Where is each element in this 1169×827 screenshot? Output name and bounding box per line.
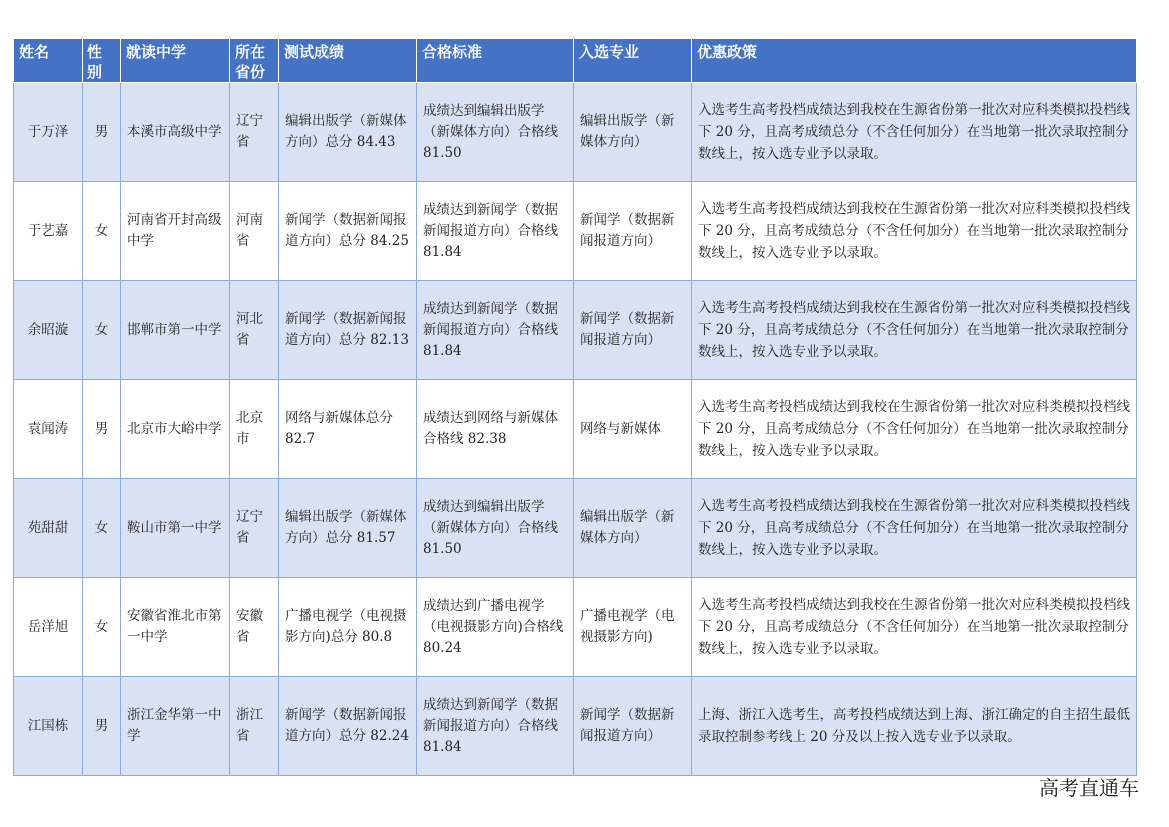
table-header <box>14 39 1137 83</box>
cell-score: 新闻学（数据新闻报道方向）总分 84.25 <box>279 182 417 281</box>
cell-standard: 成绩达到网络与新媒体合格线 82.38 <box>417 380 574 479</box>
cell-standard: 成绩达到编辑出版学（新媒体方向）合格线 81.50 <box>417 83 574 182</box>
cell-province: 辽宁省 <box>230 83 279 182</box>
cell-name: 江国栋 <box>14 677 83 776</box>
cell-gender: 男 <box>83 83 121 182</box>
header-row <box>14 39 1137 83</box>
table-row <box>14 479 1137 578</box>
table-row <box>14 83 1137 182</box>
cell-province: 辽宁省 <box>230 479 279 578</box>
cell-gender: 男 <box>83 380 121 479</box>
cell-name: 袁闻涛 <box>14 380 83 479</box>
cell-school: 河南省开封高级中学 <box>121 182 230 281</box>
cell-name: 余昭漩 <box>14 281 83 380</box>
table-row <box>14 677 1137 776</box>
cell-standard: 成绩达到广播电视学（电视摄影方向)合格线 80.24 <box>417 578 574 677</box>
table-row <box>14 380 1137 479</box>
cell-major: 编辑出版学（新媒体方向） <box>574 83 692 182</box>
cell-score: 编辑出版学（新媒体方向）总分 81.57 <box>279 479 417 578</box>
cell-province: 安徽省 <box>230 578 279 677</box>
cell-name: 岳洋旭 <box>14 578 83 677</box>
cell-province: 浙江省 <box>230 677 279 776</box>
cell-name: 于艺嘉 <box>14 182 83 281</box>
cell-major: 新闻学（数据新闻报道方向） <box>574 281 692 380</box>
table-row <box>14 578 1137 677</box>
cell-policy: 入选考生高考投档成绩达到我校在生源省份第一批次对应科类模拟投档线下 20 分，且高考成绩总分（不含任何加分）在当地第一批次录取控制分数线上，按入选专业予以录取。 <box>692 182 1137 281</box>
cell-standard: 成绩达到新闻学（数据新闻报道方向）合格线 81.84 <box>417 281 574 380</box>
admission-table <box>13 38 1137 776</box>
header-score: 测试成绩 <box>279 39 417 83</box>
cell-province: 北京市 <box>230 380 279 479</box>
cell-gender: 女 <box>83 281 121 380</box>
header-name: 姓名 <box>14 39 83 83</box>
cell-gender: 男 <box>83 677 121 776</box>
cell-standard: 成绩达到新闻学（数据新闻报道方向）合格线 81.84 <box>417 677 574 776</box>
header-policy: 优惠政策 <box>692 39 1137 83</box>
cell-policy: 入选考生高考投档成绩达到我校在生源省份第一批次对应科类模拟投档线下 20 分，且高考成绩总分（不含任何加分）在当地第一批次录取控制分数线上，按入选专业予以录取。 <box>692 83 1137 182</box>
table-body <box>14 83 1137 776</box>
header-gender: 性别 <box>83 39 121 83</box>
cell-score: 新闻学（数据新闻报道方向）总分 82.24 <box>279 677 417 776</box>
header-standard: 合格标准 <box>417 39 574 83</box>
cell-name: 苑甜甜 <box>14 479 83 578</box>
cell-major: 网络与新媒体 <box>574 380 692 479</box>
cell-school: 邯郸市第一中学 <box>121 281 230 380</box>
table-row <box>14 182 1137 281</box>
cell-score: 新闻学（数据新闻报道方向）总分 82.13 <box>279 281 417 380</box>
cell-province: 河北省 <box>230 281 279 380</box>
cell-school: 鞍山市第一中学 <box>121 479 230 578</box>
cell-gender: 女 <box>83 479 121 578</box>
cell-major: 编辑出版学（新媒体方向） <box>574 479 692 578</box>
cell-score: 广播电视学（电视摄影方向)总分 80.8 <box>279 578 417 677</box>
header-school: 就读中学 <box>121 39 230 83</box>
cell-school: 北京市大峪中学 <box>121 380 230 479</box>
cell-policy: 上海、浙江入选考生，高考投档成绩达到上海、浙江确定的自主招生最低录取控制参考线上 20 分及以上按入选专业予以录取。 <box>692 677 1137 776</box>
cell-policy: 入选考生高考投档成绩达到我校在生源省份第一批次对应科类模拟投档线下 20 分，且高考成绩总分（不含任何加分）在当地第一批次录取控制分数线上，按入选专业予以录取。 <box>692 479 1137 578</box>
cell-policy: 入选考生高考投档成绩达到我校在生源省份第一批次对应科类模拟投档线下 20 分，且高考成绩总分（不含任何加分）在当地第一批次录取控制分数线上，按入选专业予以录取。 <box>692 380 1137 479</box>
header-province: 所在省份 <box>230 39 279 83</box>
cell-major: 广播电视学（电视摄影方向) <box>574 578 692 677</box>
cell-score: 编辑出版学（新媒体方向）总分 84.43 <box>279 83 417 182</box>
cell-policy: 入选考生高考投档成绩达到我校在生源省份第一批次对应科类模拟投档线下 20 分，且高考成绩总分（不含任何加分）在当地第一批次录取控制分数线上，按入选专业予以录取。 <box>692 281 1137 380</box>
cell-score: 网络与新媒体总分 82.7 <box>279 380 417 479</box>
cell-gender: 女 <box>83 182 121 281</box>
cell-major: 新闻学（数据新闻报道方向） <box>574 677 692 776</box>
cell-school: 本溪市高级中学 <box>121 83 230 182</box>
header-major: 入选专业 <box>574 39 692 83</box>
cell-major: 新闻学（数据新闻报道方向） <box>574 182 692 281</box>
cell-school: 安徽省淮北市第一中学 <box>121 578 230 677</box>
table-row <box>14 281 1137 380</box>
cell-province: 河南省 <box>230 182 279 281</box>
cell-standard: 成绩达到编辑出版学（新媒体方向）合格线 81.50 <box>417 479 574 578</box>
cell-standard: 成绩达到新闻学（数据新闻报道方向）合格线 81.84 <box>417 182 574 281</box>
cell-gender: 女 <box>83 578 121 677</box>
cell-school: 浙江金华第一中学 <box>121 677 230 776</box>
watermark: 高考直通车 <box>1039 776 1139 800</box>
cell-policy: 入选考生高考投档成绩达到我校在生源省份第一批次对应科类模拟投档线下 20 分，且高考成绩总分（不含任何加分）在当地第一批次录取控制分数线上，按入选专业予以录取。 <box>692 578 1137 677</box>
admission-table-container <box>13 38 1136 776</box>
cell-name: 于万泽 <box>14 83 83 182</box>
